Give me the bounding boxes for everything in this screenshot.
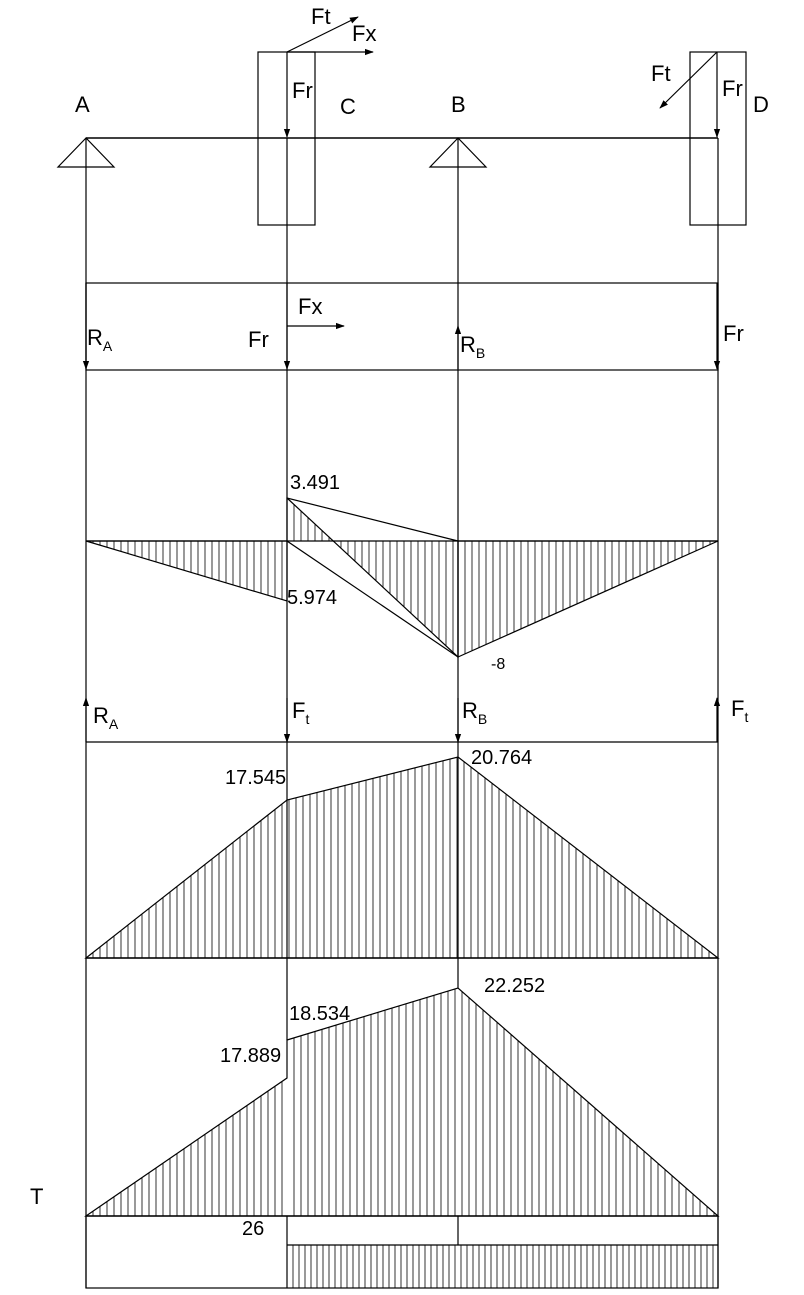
- fr-d-v-label: Fr: [723, 321, 744, 346]
- horizontal-moment-hatching: [93, 757, 716, 958]
- point-a-label: A: [75, 92, 90, 117]
- point-c-label: C: [340, 94, 356, 119]
- rb-h-label: $R_B$: [462, 698, 488, 727]
- moment-value-neg8: -8: [491, 656, 506, 673]
- torque-label: T: [30, 1184, 44, 1209]
- vertical-moment-diagram: [86, 472, 718, 673]
- ft-c-label: Ft: [311, 4, 331, 29]
- fx-c-label: Fx: [352, 21, 377, 46]
- point-d-label: D: [753, 92, 769, 117]
- torque-hatching: [293, 1245, 713, 1288]
- vertical-moment-right-area: [458, 541, 718, 657]
- vertical-plane-frame: [86, 283, 718, 370]
- point-b-label: B: [451, 92, 466, 117]
- moment-value-18-534: 18.534: [289, 1003, 351, 1025]
- fr-c-v-label: Fr: [248, 327, 269, 352]
- moment-value-17-889: 17.889: [220, 1045, 282, 1067]
- vertical-moment-left-area: [86, 541, 287, 601]
- ra-v-label: $R_A$: [87, 325, 113, 354]
- moment-value-20-764: 20.764: [471, 747, 533, 769]
- torque-value-26: 26: [242, 1218, 265, 1240]
- ft-d-label: Ft: [651, 61, 671, 86]
- horizontal-moment-diagram: [86, 747, 718, 958]
- ra-h-label: $R_A$: [93, 703, 119, 732]
- rb-v-label: $R_B$: [460, 332, 486, 361]
- moment-value-22-252: 22.252: [484, 975, 546, 997]
- fx-v-label: Fx: [298, 294, 323, 319]
- moment-value-17-545: 17.545: [225, 767, 287, 789]
- ft-c-h-label: $F_t$: [292, 698, 310, 727]
- ft-d-h-label: $F_t$: [731, 696, 749, 725]
- vertical-plane-loading: [86, 283, 744, 370]
- fr-c-label: Fr: [292, 78, 313, 103]
- reference-lines: [86, 138, 718, 1288]
- resultant-moment-diagram: [86, 958, 718, 1216]
- fr-d-label: Fr: [722, 76, 743, 101]
- torque-diagram: [30, 1184, 718, 1288]
- shaft-schematic: [58, 4, 769, 225]
- horizontal-moment-area: [86, 757, 718, 958]
- moment-value-5-974: 5.974: [287, 587, 338, 609]
- resultant-moment-hatching: [93, 989, 714, 1216]
- moment-value-3-491: 3.491: [290, 472, 341, 494]
- horizontal-plane-loading: [86, 696, 748, 742]
